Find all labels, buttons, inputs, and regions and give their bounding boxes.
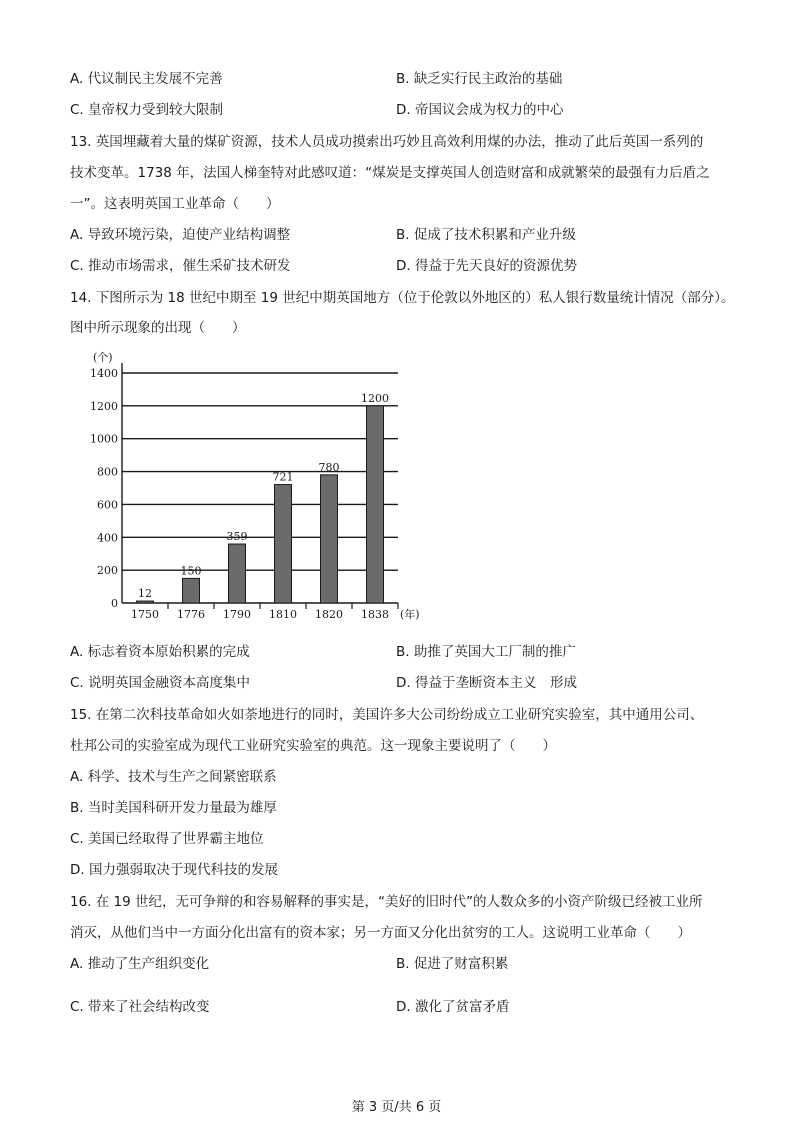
q15-stem-line1: 15. 在第二次科技革命如火如荼地进行的同时，美国许多大公司纷纷成立工业研究实验室，其中通用公司、	[70, 707, 704, 723]
bar	[275, 485, 292, 603]
bank-count-chart	[80, 347, 430, 627]
y-tick-label: 400	[97, 531, 118, 545]
x-tick-label: 1838	[361, 608, 389, 621]
q14-option-c: C. 说明英国金融资本高度集中	[70, 675, 251, 691]
q16-stem-line2: 消灭，从他们当中一方面分化出富有的资本家；另一方面又分化出贫穷的工人。这说明工业革命（ ）	[70, 925, 691, 941]
bar-value-label: 780	[318, 460, 340, 474]
q14-option-b: B. 助推了英国大工厂制的推广	[396, 644, 576, 660]
q14-stem-line1: 14. 下图所示为 18 世纪中期至 19 世纪中期英国地方（位于伦敦以外地区的）私人银行数量统计情况（部分）。	[70, 290, 735, 306]
bar	[183, 578, 200, 603]
q14-stem-line2: 图中所示现象的出现（ ）	[70, 320, 246, 336]
bar	[137, 601, 154, 603]
bar	[321, 475, 338, 603]
y-tick-label: 1400	[90, 367, 118, 380]
bar-value-label: 1200	[361, 391, 389, 405]
q12-option-b: B. 缺乏实行民主政治的基础	[396, 71, 563, 87]
q12-option-a: A. 代议制民主发展不完善	[70, 71, 223, 87]
q12-option-d: D. 帝国议会成为权力的中心	[396, 102, 564, 118]
q12-option-c: C. 皇帝权力受到较大限制	[70, 102, 224, 118]
q14-option-a: A. 标志着资本原始积累的完成	[70, 644, 250, 660]
q15-stem-line2: 杜邦公司的实验室成为现代工业研究实验室的典范。这一现象主要说明了（ ）	[70, 738, 556, 754]
y-tick-label: 0	[111, 597, 118, 610]
x-tick-label: 1776	[177, 608, 205, 621]
bar-value-label: 721	[272, 470, 294, 484]
bar	[367, 406, 384, 603]
chart-gridlines	[122, 373, 398, 570]
y-tick-label: 600	[97, 498, 118, 512]
q13-option-c: C. 推动市场需求，催生采矿技术研发	[70, 258, 291, 274]
q16-stem-line1: 16. 在 19 世纪，无可争辩的和容易解释的事实是，“美好的旧时代”的人数众多的小资产阶级已经被工业所	[70, 894, 703, 910]
q16-option-c: C. 带来了社会结构改变	[70, 999, 210, 1015]
bar-value-label: 12	[138, 587, 152, 601]
y-tick-label: 1200	[90, 399, 118, 413]
q13-stem-line1: 13. 英国埋藏着大量的煤矿资源，技术人员成功摸索出巧妙且高效利用煤的办法，推动了此后英国一系列的	[70, 134, 704, 150]
y-tick-label: 800	[97, 465, 118, 479]
q15-option-b: B. 当时美国科研开发力量最为雄厚	[70, 800, 277, 816]
chart-axes	[122, 363, 398, 609]
y-tick-label: 1000	[90, 432, 118, 446]
q13-stem-line3: 一”。这表明英国工业革命（ ）	[70, 196, 280, 212]
q13-stem-line2: 技术变革。1738 年，法国人梯奎特对此感叹道：“煤炭是支撑英国人创造财富和成就繁荣的最强有力后盾之	[70, 165, 710, 181]
q15-option-d: D. 国力强弱取决于现代科技的发展	[70, 862, 278, 878]
x-tick-label: 1750	[131, 608, 159, 621]
x-tick-label: 1790	[223, 608, 251, 621]
q15-option-c: C. 美国已经取得了世界霸主地位	[70, 831, 264, 847]
q16-option-a: A. 推动了生产组织变化	[70, 956, 210, 972]
q13-option-a: A. 导致环境污染，迫使产业结构调整	[70, 227, 291, 243]
page-number: 第 3 页/共 6 页	[351, 1100, 442, 1115]
bar	[229, 544, 246, 603]
bar-value-label: 359	[226, 530, 248, 544]
q15-option-a: A. 科学、技术与生产之间紧密联系	[70, 769, 277, 785]
q13-option-d: D. 得益于先天良好的资源优势	[396, 258, 577, 274]
x-tick-label: 1820	[315, 608, 343, 621]
y-axis-label: (个)	[93, 351, 113, 364]
y-tick-label: 200	[97, 564, 118, 578]
q16-option-b: B. 促进了财富积累	[396, 956, 509, 972]
bar-value-label: 150	[180, 564, 202, 578]
x-tick-label: 1810	[269, 608, 297, 621]
x-axis-label: (年)	[400, 608, 420, 621]
q14-option-d: D. 得益于垄断资本主义 形成	[396, 675, 577, 691]
q16-option-d: D. 激化了贫富矛盾	[396, 999, 510, 1015]
q13-option-b: B. 促成了技术积累和产业升级	[396, 227, 576, 243]
